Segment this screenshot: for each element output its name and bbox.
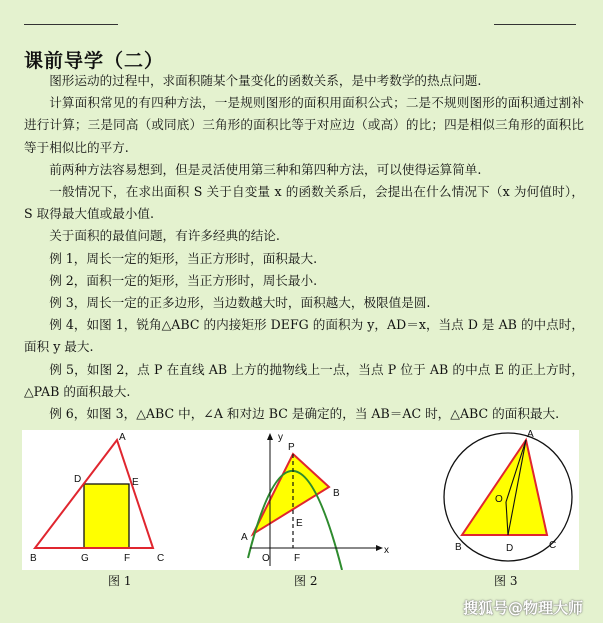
paragraph: 例 2，面积一定的矩形，当正方形时，周长最小. — [49, 272, 318, 288]
label-d: D — [506, 543, 514, 554]
paragraph: 一般情况下，在求出面积 S 关于自变量 x 的函数关系后，会提出在什么情况下（x 为何值时），S 取得最大值或最小值. — [24, 184, 584, 222]
figure-3-diagram — [444, 430, 572, 561]
paragraph: 图形运动的过程中，求面积随某个量变化的函数关系，是中考数学的热点问题. — [49, 73, 482, 88]
watermark: 搜狐号@物理大师 — [463, 599, 584, 617]
label-f: F — [124, 553, 131, 564]
label-c: C — [157, 553, 165, 564]
label-a: A — [119, 432, 126, 443]
label-e: E — [296, 518, 303, 529]
label-d: D — [74, 474, 82, 485]
figures-svg — [22, 430, 579, 570]
label-b: B — [30, 553, 37, 564]
label-f: F — [294, 553, 301, 564]
figure-1-caption: 图 1 — [108, 574, 132, 588]
triangle-abc — [462, 440, 547, 535]
x-axis-arrow — [376, 545, 383, 551]
triangle-pab — [253, 454, 329, 534]
label-b: B — [333, 488, 340, 499]
paragraph: 关于面积的最值问题，有许多经典的结论. — [49, 228, 280, 244]
label-a: A — [527, 430, 534, 440]
top-rule-left — [24, 24, 118, 25]
label-y: y — [278, 432, 283, 443]
paragraph: 例 3，周长一定的正多边形，当边数越大时，面积越大，极限值是圆. — [49, 295, 431, 311]
rectangle-defg — [84, 484, 129, 548]
label-o: O — [495, 494, 503, 505]
label-g: G — [81, 553, 89, 564]
paragraph: 计算面积常见的有四种方法，一是规则图形的面积用面积公式；二是不规则图形的面积通过割补进行计算；三是同高（或同底）三角形的面积比等于对应边（或高）的比；四是相似三角形的面积比等于相似比的平方. — [24, 95, 584, 155]
label-b: B — [455, 542, 462, 553]
label-p: P — [288, 442, 295, 453]
figure-panel — [22, 430, 579, 570]
y-axis-arrow — [267, 433, 273, 440]
label-x: x — [384, 545, 389, 556]
top-rule-right — [494, 24, 576, 25]
figure-1-diagram — [30, 432, 164, 564]
paragraph: 例 5，如图 2，点 P 在直线 AB 上方的抛物线上一点，当点 P 位于 AB 的中点 E 的正上方时，△PAB 的面积最大. — [24, 361, 584, 399]
paragraph: 例 1，周长一定的矩形，当正方形时，面积最大. — [49, 250, 318, 266]
paragraph: 例 4，如图 1，锐角△ABC 的内接矩形 DEFG 的面积为 y，AD＝x，当点 D 是 AB 的中点时，面积 y 最大. — [24, 317, 584, 355]
label-o: O — [262, 553, 270, 564]
figure-2-diagram — [241, 432, 389, 570]
page-title: 课前导学（二） — [24, 50, 165, 72]
figure-2-caption: 图 2 — [294, 574, 318, 588]
label-c: C — [549, 540, 557, 551]
label-e: E — [132, 477, 139, 488]
paragraph: 例 6，如图 3，△ABC 中，∠A 和对边 BC 是确定的，当 AB＝AC 时，△ABC 的面积最大. — [49, 406, 560, 422]
paragraph: 前两种方法容易想到，但是灵活使用第三种和第四种方法，可以使得运算简单. — [49, 161, 482, 177]
figure-3-caption: 图 3 — [494, 574, 518, 588]
body-text — [24, 70, 584, 425]
label-a: A — [241, 532, 248, 543]
